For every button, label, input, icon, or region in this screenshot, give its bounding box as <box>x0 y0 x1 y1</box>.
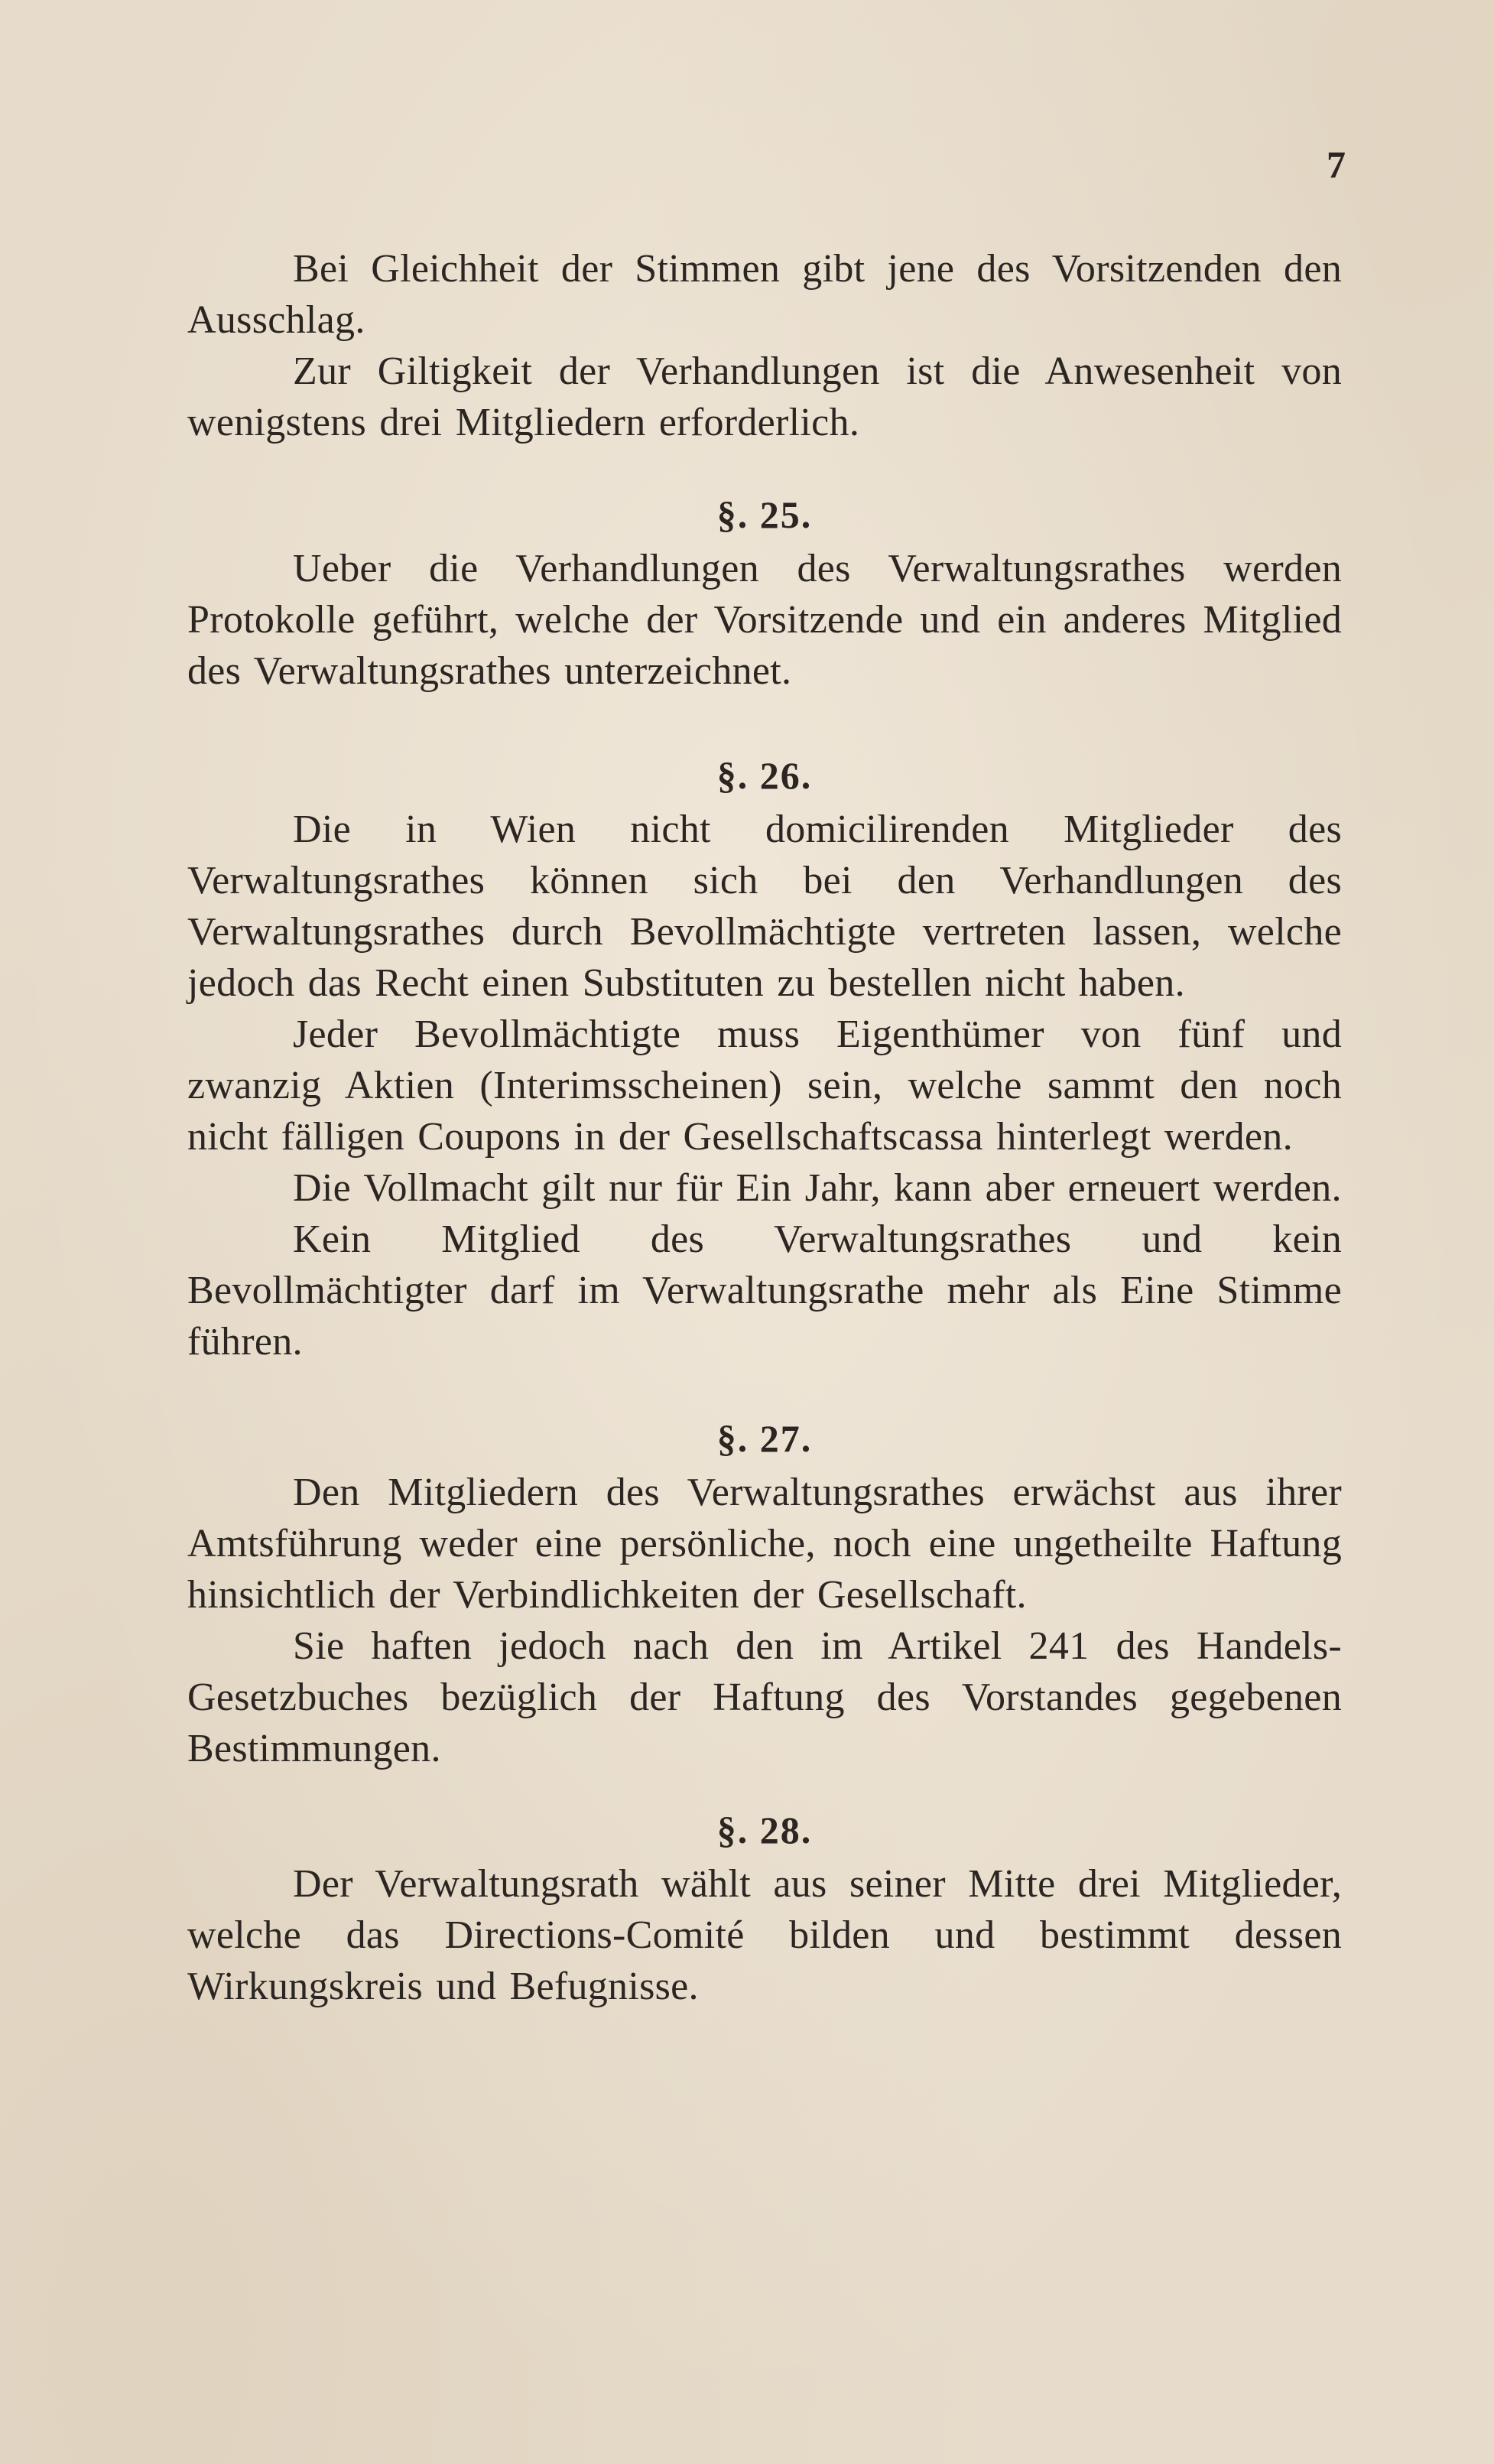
paragraph-26-2: Jeder Bevollmächtigte muss Eigenthümer von fünf und zwanzig Aktien (Interimsscheinen) sein, welche sammt den noch nicht fälligen Coupons in der Gesellschaftscassa hinterlegt werden. <box>187 1013 1342 1159</box>
section-heading-26: §. 26. <box>716 754 813 797</box>
paragraph-voting-tie: Bei Gleichheit der Stimmen gibt jene des Vorsitzenden den Ausschlag. <box>187 247 1342 342</box>
paragraph-25-1: Ueber die Verhandlungen des Verwaltungsrathes werden Protokolle geführt, welche der Vorsitzende und ein anderes Mitglied des Verwaltungsrathes unterzeichnet. <box>187 547 1342 693</box>
paragraph-26-1: Die in Wien nicht domicilirenden Mitglieder des Verwaltungsrathes können sich bei den Verhandlungen des Verwaltungsrathes durch Bevollmächtigte vertreten lassen, welche jedoch das Recht einen Substituten zu bestellen nicht haben. <box>187 808 1342 1005</box>
section-heading-25: §. 25. <box>716 493 813 536</box>
section-heading-27: §. 27. <box>716 1417 813 1460</box>
section-heading-28: §. 28. <box>716 1809 813 1851</box>
page-body <box>187 243 1342 2012</box>
paragraph-27-1: Den Mitgliedern des Verwaltungsrathes erwächst aus ihrer Amtsführung weder eine persönliche, noch eine ungetheilte Haftung hinsichtlich der Verbindlichkeiten der Gesellschaft. <box>187 1471 1342 1617</box>
paragraph-26-4: Kein Mitglied des Verwaltungsrathes und kein Bevollmächtigter darf im Verwaltungsrathe mehr als Eine Stimme führen. <box>187 1217 1342 1364</box>
paragraph-28-1: Der Verwaltungsrath wählt aus seiner Mitte drei Mitglieder, welche das Directions-Comité bilden und bestimmt dessen Wirkungskreis und Befugnisse. <box>187 1862 1342 2008</box>
paragraph-26-3: Die Vollmacht gilt nur für Ein Jahr, kann aber erneuert werden. <box>293 1166 1342 1210</box>
page-number: 7 <box>1327 143 1346 186</box>
paragraph-27-2: Sie haften jedoch nach den im Artikel 241 des Handels-Gesetzbuches bezüglich der Haftung des Vorstandes gegebenen Bestimmungen. <box>187 1624 1342 1770</box>
paragraph-quorum: Zur Giltigkeit der Verhandlungen ist die Anwesenheit von wenigstens drei Mitgliedern erforderlich. <box>187 349 1342 444</box>
